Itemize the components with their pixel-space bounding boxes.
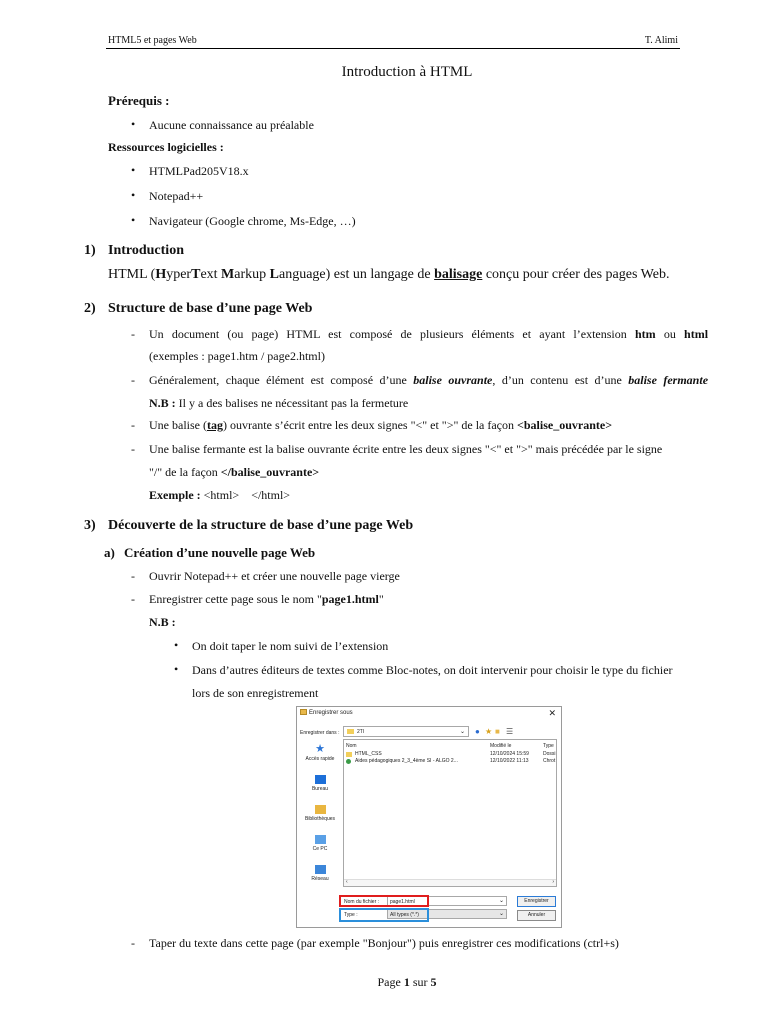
prereq-heading: Prérequis : bbox=[108, 93, 170, 108]
dash-marker: - bbox=[131, 327, 135, 341]
cancel-button[interactable]: Annuler bbox=[517, 910, 556, 921]
structure-item-3: Une balise (tag) ouvrante s’écrit entre les deux signes "<" et ">" de la façon <balise_ouvrante> bbox=[149, 418, 613, 432]
save-in-value: 2TI bbox=[357, 729, 365, 735]
scroll-right-icon[interactable]: › bbox=[552, 879, 554, 885]
column-modified[interactable]: Modifié le bbox=[490, 743, 512, 749]
prereq-item: Aucune connaissance au préalable bbox=[149, 118, 314, 132]
structure-item-2: Généralement, chaque élément est composé d’une balise ouvrante, d’un contenu est d’une balise fermante bbox=[149, 373, 709, 387]
section-heading: Structure de base d’une page Web bbox=[108, 301, 313, 316]
horizontal-scrollbar[interactable] bbox=[344, 879, 556, 886]
page-footer: Page 1 sur 5 bbox=[377, 975, 437, 989]
structure-example: Exemple : <html> </html> bbox=[149, 488, 291, 502]
save-in-select[interactable] bbox=[343, 726, 469, 737]
page-header bbox=[106, 34, 680, 49]
dash-marker: - bbox=[131, 936, 135, 950]
dash-marker: - bbox=[131, 442, 135, 456]
scroll-left-icon[interactable]: ‹ bbox=[346, 879, 348, 885]
close-icon[interactable]: ✕ bbox=[548, 708, 556, 718]
bullet-icon: • bbox=[131, 163, 136, 177]
resources-heading: Ressources logicielles : bbox=[108, 140, 224, 154]
dialog-title: Enregistrer sous bbox=[309, 710, 353, 716]
file-row[interactable]: Aides pédagogiques 2_3_4ème SI - ALGO 2... 12/10/2022 11:13 Chrot bbox=[346, 758, 556, 765]
network-icon bbox=[315, 865, 326, 874]
save-dialog-icon bbox=[300, 709, 307, 715]
file-row[interactable]: HTML_CSS 12/10/2024 15:59 Dossi bbox=[346, 751, 556, 758]
step-nb-label: N.B : bbox=[149, 615, 176, 629]
section-number: 1) bbox=[84, 243, 96, 258]
dash-marker: - bbox=[131, 373, 135, 387]
section-number: 2) bbox=[84, 301, 96, 316]
nav-network[interactable]: Réseau bbox=[299, 865, 341, 882]
header-left: HTML5 et pages Web bbox=[108, 35, 197, 46]
folder-icon bbox=[347, 729, 354, 734]
save-as-dialog bbox=[296, 706, 562, 928]
save-button[interactable]: Enregistrer bbox=[517, 896, 556, 907]
bullet-icon: • bbox=[174, 638, 179, 652]
nav-this-pc[interactable]: Ce PC bbox=[299, 835, 341, 852]
chevron-down-icon: ⌄ bbox=[498, 911, 504, 917]
chevron-down-icon: ⌄ bbox=[459, 729, 465, 735]
structure-item-1-cont: (exemples : page1.htm / page2.html) bbox=[149, 349, 325, 363]
resource-item: Notepad++ bbox=[149, 189, 204, 203]
nav-desktop[interactable]: Bureau bbox=[299, 775, 341, 792]
bullet-icon: • bbox=[131, 188, 136, 202]
section-number: 3) bbox=[84, 518, 96, 533]
library-icon bbox=[315, 805, 326, 814]
nav-libraries[interactable]: Bibliothèques bbox=[299, 805, 341, 822]
subsection-number: a) bbox=[104, 545, 115, 560]
dash-marker: - bbox=[131, 418, 135, 432]
places-bar bbox=[299, 739, 341, 891]
back-icon[interactable]: ● bbox=[475, 727, 480, 736]
up-folder-icon[interactable]: ★ bbox=[485, 727, 493, 736]
chevron-down-icon: ⌄ bbox=[498, 898, 504, 904]
dash-marker: - bbox=[131, 592, 135, 606]
filetype-label: Type : bbox=[344, 912, 358, 918]
filetype-highlight bbox=[339, 908, 429, 922]
structure-nb: N.B : Il y a des balises ne nécessitant pas la fermeture bbox=[149, 396, 409, 410]
filetype-value: All types (*.*) bbox=[390, 912, 419, 918]
new-folder-icon[interactable]: ■ bbox=[495, 727, 500, 736]
balisage-term: balisage bbox=[434, 267, 483, 282]
step-1: Ouvrir Notepad++ et créer une nouvelle page vierge bbox=[149, 569, 400, 583]
section-heading: Introduction bbox=[108, 243, 184, 258]
subsection-heading: Création d’une nouvelle page Web bbox=[124, 545, 316, 560]
chrome-file-icon bbox=[346, 759, 351, 764]
nav-quick-access[interactable]: ★ Accès rapide bbox=[299, 745, 341, 762]
bullet-icon: • bbox=[131, 213, 136, 227]
filename-highlight bbox=[339, 895, 429, 907]
desktop-icon bbox=[315, 775, 326, 784]
column-type[interactable]: Type bbox=[543, 743, 554, 749]
column-name[interactable]: Nom bbox=[346, 743, 357, 749]
structure-item-4-cont: "/" de la façon </balise_ouvrante> bbox=[149, 465, 320, 479]
nb-item-1: On doit taper le nom suivi de l’extension bbox=[192, 639, 389, 653]
file-list bbox=[343, 739, 557, 887]
computer-icon bbox=[315, 835, 326, 844]
resource-item: Navigateur (Google chrome, Ms-Edge, …) bbox=[149, 214, 356, 228]
intro-paragraph: HTML (HyperText Markup Language) est un langage de balisage conçu pour créer des pages Web. bbox=[108, 267, 670, 282]
section-heading: Découverte de la structure de base d’une page Web bbox=[108, 518, 414, 533]
step-3: Taper du texte dans cette page (par exemple "Bonjour") puis enregistrer ces modifications (ctrl+s) bbox=[149, 936, 619, 950]
filename-value: page1.html bbox=[390, 899, 415, 905]
step-2: Enregistrer cette page sous le nom "page1.html" bbox=[149, 592, 384, 606]
folder-icon bbox=[346, 752, 352, 757]
dash-marker: - bbox=[131, 569, 135, 583]
document-title: Introduction à HTML bbox=[341, 64, 473, 80]
star-icon: ★ bbox=[315, 743, 325, 755]
filename-label: Nom du fichier : bbox=[344, 899, 380, 905]
structure-item-1: Un document (ou page) HTML est composé de plusieurs éléments et ayant l’extension htm ou html bbox=[149, 327, 709, 341]
bullet-icon: • bbox=[174, 662, 179, 676]
view-menu-icon[interactable]: ☰ bbox=[506, 727, 514, 736]
nb-item-2: Dans d’autres éditeurs de textes comme Bloc-notes, on doit intervenir pour choisir le type du fichier bbox=[192, 663, 673, 677]
save-in-label: Enregistrer dans : bbox=[300, 730, 340, 736]
structure-item-4: Une balise fermante est la balise ouvrante écrite entre les deux signes "<" et ">" mais précédée par le signe bbox=[149, 442, 663, 456]
header-author: T. Alimi bbox=[644, 35, 678, 46]
bullet-icon: • bbox=[131, 117, 136, 131]
resource-item: HTMLPad205V18.x bbox=[149, 164, 249, 178]
nb-item-2-cont: lors de son enregistrement bbox=[192, 686, 319, 700]
